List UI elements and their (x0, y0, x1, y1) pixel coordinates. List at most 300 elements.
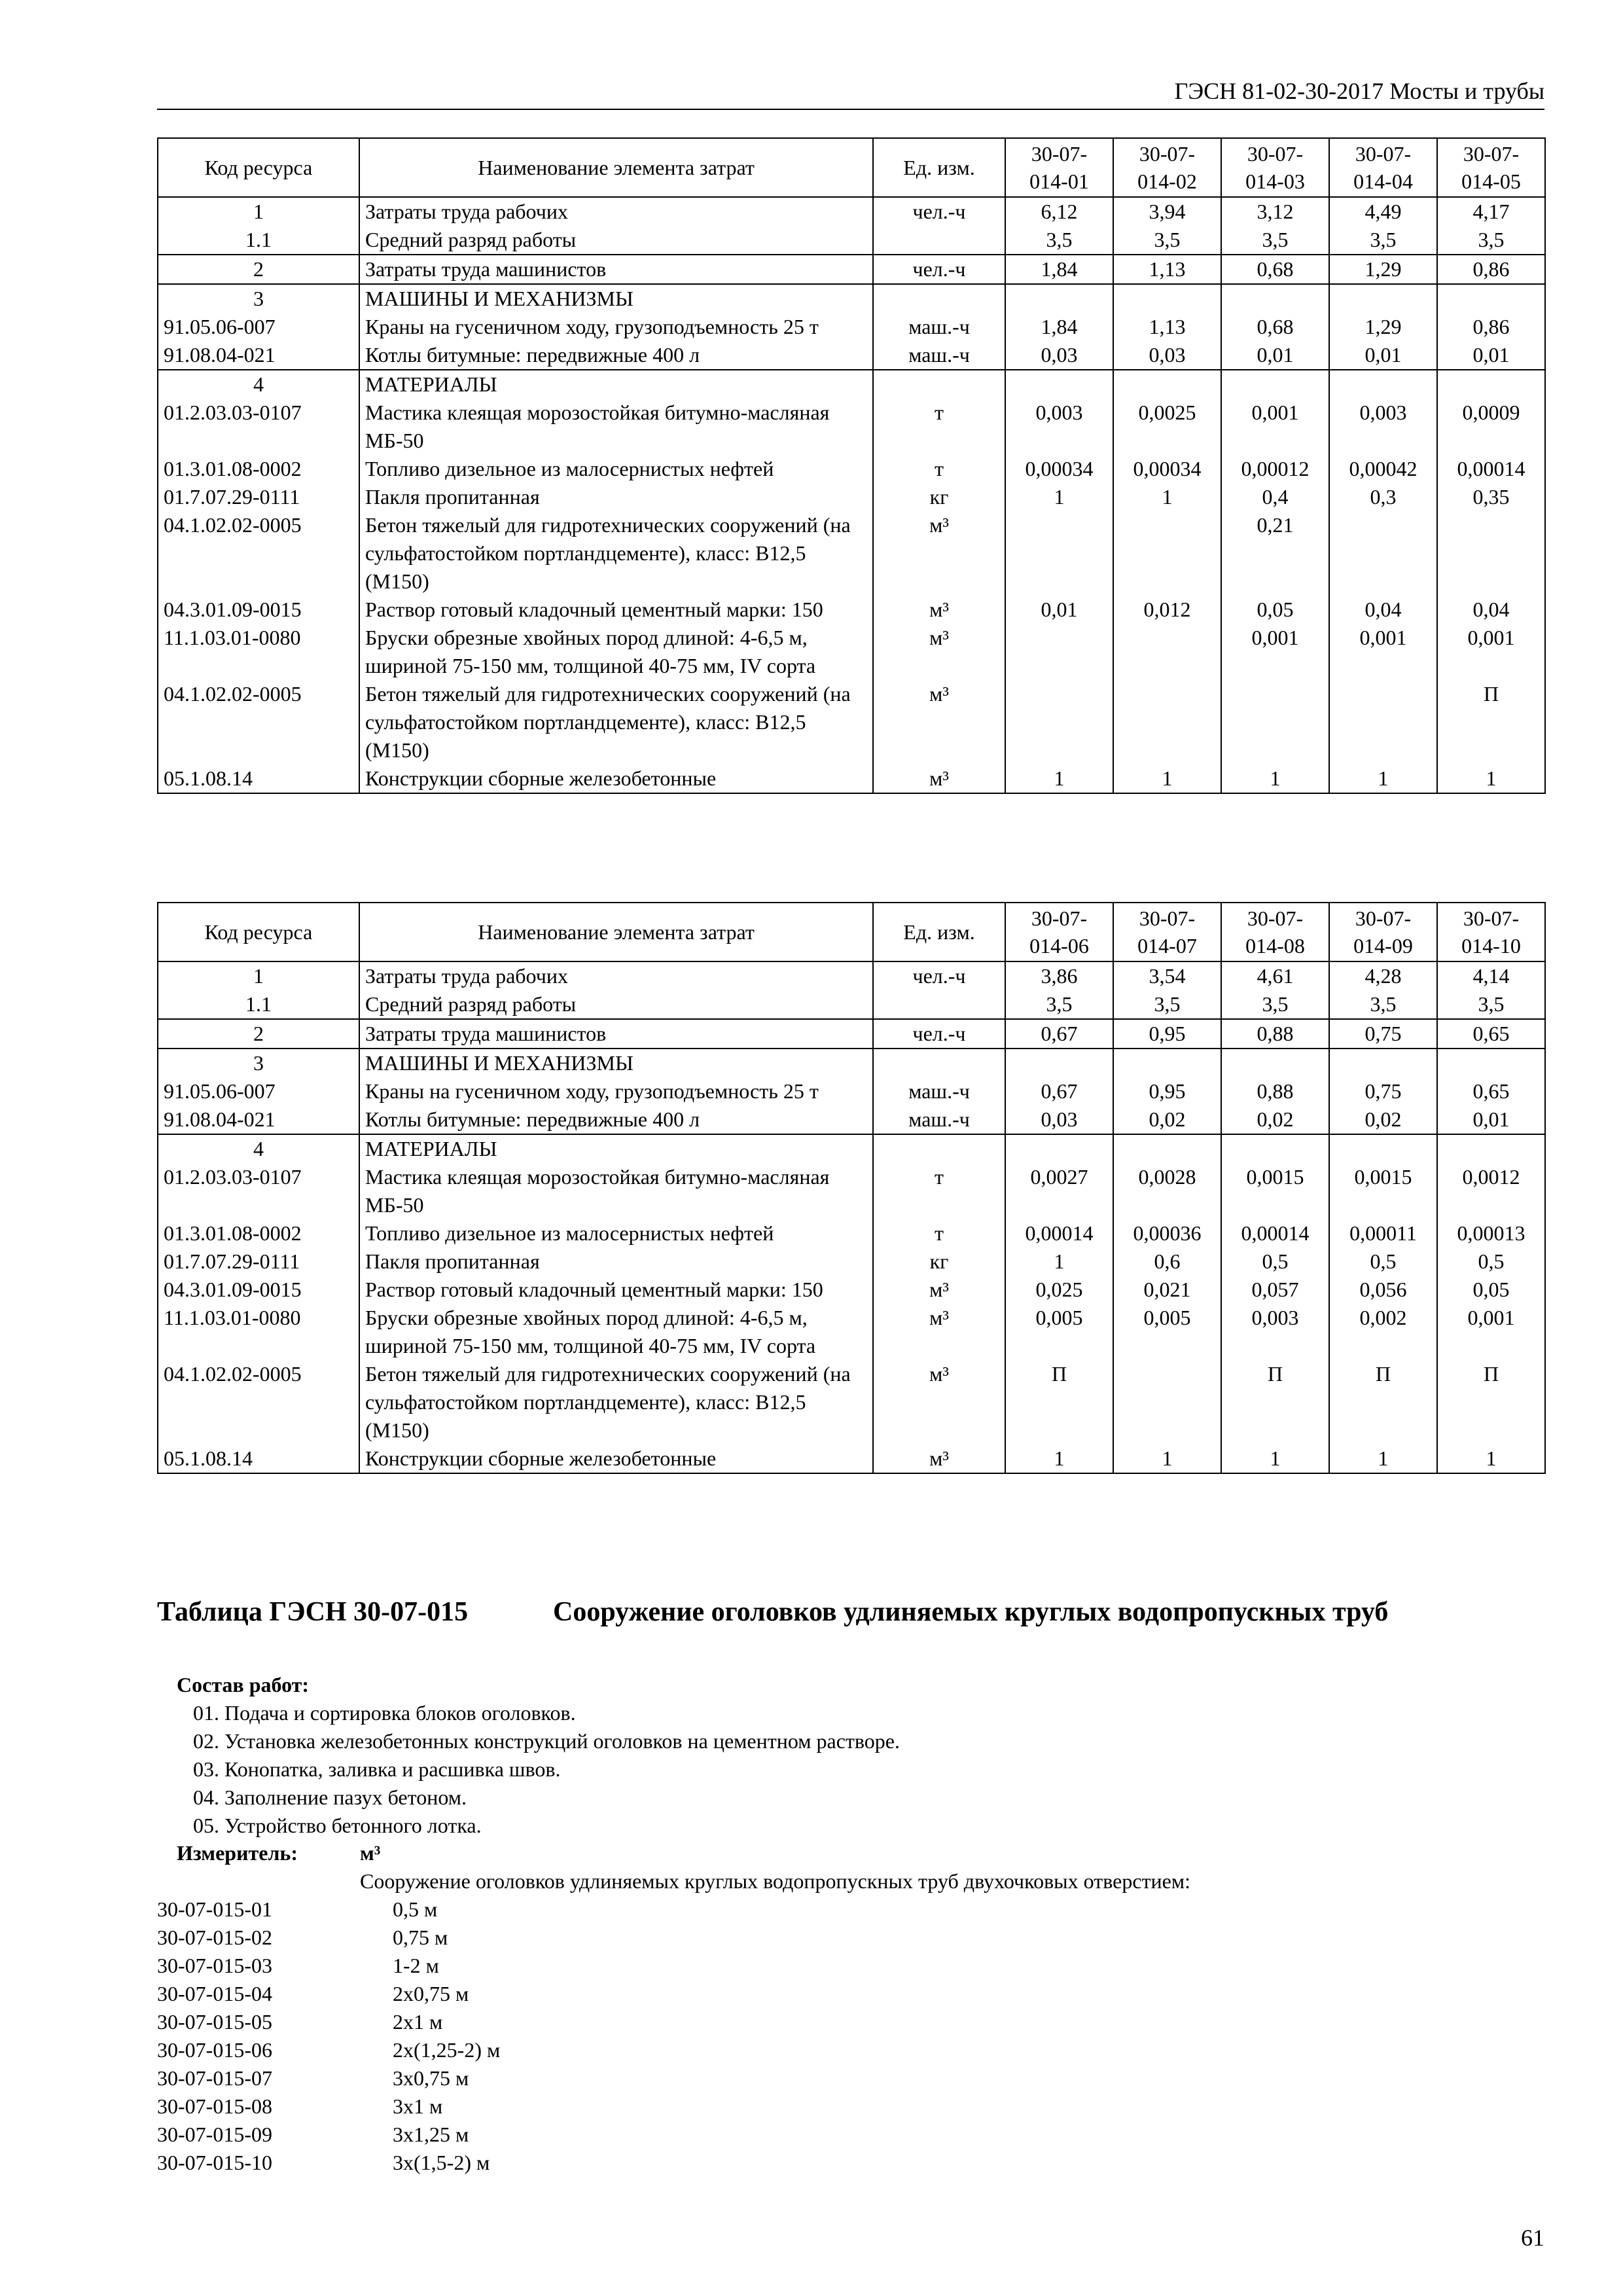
resource-value: 0,86 (1437, 255, 1545, 284)
resource-code: 2 (158, 1019, 359, 1049)
resource-value: 0,001 (1221, 624, 1329, 680)
resource-name: Раствор готовый кладочный цементный марки: 150 (359, 596, 873, 624)
table-row (158, 226, 1545, 255)
resource-value: 3,5 (1221, 226, 1329, 255)
resource-unit: м³ (873, 764, 1005, 793)
resource-value: 0,05 (1437, 1276, 1545, 1304)
resource-unit (873, 1049, 1005, 1077)
work-item: 03. Конопатка, заливка и расшивка швов. (193, 1757, 561, 1781)
resource-value (1113, 1134, 1221, 1163)
table-row (158, 1077, 1545, 1105)
resource-value: 0,01 (1437, 1105, 1545, 1134)
resource-value (1113, 284, 1221, 313)
resource-value: 1 (1113, 764, 1221, 793)
norm-value: 2х1 м (393, 2010, 443, 2034)
resource-value: П (1437, 1360, 1545, 1444)
resource-unit: маш.-ч (873, 341, 1005, 370)
norm-value: 3х1,25 м (393, 2123, 469, 2146)
resource-name: Раствор готовый кладочный цементный марки: 150 (359, 1276, 873, 1304)
resource-value: 4,61 (1221, 961, 1329, 990)
column-header: Наименование элемента затрат (359, 903, 873, 961)
resource-value: 0,01 (1437, 341, 1545, 370)
resource-value: 4,17 (1437, 197, 1545, 226)
column-header: Код ресурса (158, 138, 359, 197)
resource-value: 1 (1437, 1444, 1545, 1473)
resource-name: Затраты труда рабочих (359, 961, 873, 990)
norm-code: 30-07-015-03 (157, 1954, 272, 1977)
resource-value (1113, 624, 1221, 680)
table-row (158, 341, 1545, 370)
resource-name: Средний разряд работы (359, 226, 873, 255)
resource-unit: м³ (873, 596, 1005, 624)
resource-value: 0,0015 (1329, 1163, 1437, 1219)
resource-name: МАШИНЫ И МЕХАНИЗМЫ (359, 284, 873, 313)
resource-code: 01.7.07.29-0111 (158, 1247, 359, 1276)
resource-value (1113, 1049, 1221, 1077)
resource-value: 0,02 (1329, 1105, 1437, 1134)
resource-value: 0,88 (1221, 1019, 1329, 1049)
resource-value: 0,003 (1005, 399, 1113, 455)
resource-value: 1,29 (1329, 313, 1437, 341)
resource-value: 0,00011 (1329, 1219, 1437, 1247)
resource-name: Топливо дизельное из малосернистых нефтей (359, 455, 873, 483)
norm-code: 30-07-015-05 (157, 2010, 272, 2034)
resource-unit: чел.-ч (873, 255, 1005, 284)
resource-value: 0,01 (1221, 341, 1329, 370)
resource-value (1329, 1134, 1437, 1163)
resource-value: 1 (1005, 764, 1113, 793)
resource-value (1005, 284, 1113, 313)
table-row (158, 284, 1545, 313)
resource-code: 01.2.03.03-0107 (158, 1163, 359, 1219)
resource-value: 0,00014 (1221, 1219, 1329, 1247)
resource-value: 0,03 (1005, 341, 1113, 370)
resource-value: П (1221, 1360, 1329, 1444)
resource-code: 05.1.08.14 (158, 1444, 359, 1473)
resource-value (1329, 680, 1437, 764)
resource-name: Бруски обрезные хвойных пород длиной: 4-6,5 м, шириной 75-150 мм, толщиной 40-75 мм, IV сорта (359, 1304, 873, 1360)
resource-value: 1 (1221, 1444, 1329, 1473)
norm-code: 30-07-015-09 (157, 2123, 272, 2146)
work-item: 05. Устройство бетонного лотка. (193, 1814, 482, 1837)
resource-value: 0,021 (1113, 1276, 1221, 1304)
works-heading: Состав работ: (177, 1673, 310, 1696)
norm-code: 30-07-015-01 (157, 1897, 272, 1921)
resource-code: 11.1.03.01-0080 (158, 1304, 359, 1360)
resource-name: МАТЕРИАЛЫ (359, 1134, 873, 1163)
resource-value: 0,012 (1113, 596, 1221, 624)
resource-unit: маш.-ч (873, 1105, 1005, 1134)
resource-value: 1,29 (1329, 255, 1437, 284)
table-number: Таблица ГЭСН 30-07-015 (157, 1597, 469, 1627)
resource-value: 1 (1005, 1444, 1113, 1473)
column-header: Наименование элемента затрат (359, 138, 873, 197)
resource-value: 0,01 (1005, 596, 1113, 624)
resource-value: П (1005, 1360, 1113, 1444)
resource-value (1113, 370, 1221, 399)
resource-value: 0,95 (1113, 1019, 1221, 1049)
resource-value: 0,005 (1005, 1304, 1113, 1360)
column-header: Ед. изм. (873, 138, 1005, 197)
measure-unit: м³ (360, 1841, 381, 1865)
table-row (158, 1276, 1545, 1304)
resource-name: Конструкции сборные железобетонные (359, 1444, 873, 1473)
resource-value: 4,49 (1329, 197, 1437, 226)
resource-code: 1.1 (158, 226, 359, 255)
resource-value: 0,03 (1005, 1105, 1113, 1134)
resource-value: 0,01 (1329, 341, 1437, 370)
table-row (158, 1304, 1545, 1360)
resource-value (1005, 370, 1113, 399)
resource-unit: м³ (873, 511, 1005, 596)
resource-value: 0,5 (1329, 1247, 1437, 1276)
resource-name: Мастика клеящая морозостойкая битумно-масляная МБ-50 (359, 1163, 873, 1219)
resource-code: 01.3.01.08-0002 (158, 1219, 359, 1247)
work-item: 04. Заполнение пазух бетоном. (193, 1785, 467, 1809)
resource-value (1005, 680, 1113, 764)
resource-code: 04.3.01.09-0015 (158, 596, 359, 624)
table-row (158, 455, 1545, 483)
table-title: Сооружение оголовков удлиняемых круглых водопропускных труб (553, 1597, 1389, 1627)
resource-name: Пакля пропитанная (359, 1247, 873, 1276)
table-row (158, 1134, 1545, 1163)
resource-value: 0,86 (1437, 313, 1545, 341)
table-header-row (158, 903, 1545, 961)
resource-value: 1,13 (1113, 255, 1221, 284)
resource-value: 3,86 (1005, 961, 1113, 990)
resource-value: 0,001 (1437, 1304, 1545, 1360)
resource-code: 04.1.02.02-0005 (158, 1360, 359, 1444)
resource-value (1221, 284, 1329, 313)
resource-name: Котлы битумные: передвижные 400 л (359, 1105, 873, 1134)
resource-code: 1.1 (158, 990, 359, 1019)
resource-value: 0,0027 (1005, 1163, 1113, 1219)
resource-value: 0,003 (1221, 1304, 1329, 1360)
resource-code: 04.1.02.02-0005 (158, 511, 359, 596)
resource-name: Мастика клеящая морозостойкая битумно-масляная МБ-50 (359, 399, 873, 455)
resource-value (1113, 1360, 1221, 1444)
resource-name: МАТЕРИАЛЫ (359, 370, 873, 399)
resource-value: 0,0012 (1437, 1163, 1545, 1219)
resource-value (1005, 1134, 1113, 1163)
resource-value: 0,001 (1437, 624, 1545, 680)
resource-code: 91.08.04-021 (158, 1105, 359, 1134)
resource-value (1329, 511, 1437, 596)
resource-code: 1 (158, 197, 359, 226)
resource-code: 4 (158, 370, 359, 399)
resource-value: 0,05 (1221, 596, 1329, 624)
norm-code: 30-07-015-06 (157, 2038, 272, 2062)
work-composition (177, 1671, 900, 1840)
resource-unit: чел.-ч (873, 197, 1005, 226)
column-header: 30-07- 014-01 (1005, 138, 1113, 197)
norm-value: 0,75 м (393, 1926, 448, 1949)
column-header: 30-07- 014-02 (1113, 138, 1221, 197)
resource-unit: маш.-ч (873, 1077, 1005, 1105)
norm-code: 30-07-015-08 (157, 2094, 272, 2118)
resource-value: 0,00042 (1329, 455, 1437, 483)
resource-name: Краны на гусеничном ходу, грузоподъемность 25 т (359, 1077, 873, 1105)
column-header: 30-07- 014-05 (1437, 138, 1545, 197)
resource-value: 0,0015 (1221, 1163, 1329, 1219)
resource-value: 0,03 (1113, 341, 1221, 370)
resource-value (1437, 370, 1545, 399)
resource-value: 0,056 (1329, 1276, 1437, 1304)
table-row (158, 624, 1545, 680)
table-row (158, 1105, 1545, 1134)
column-header: 30-07- 014-04 (1329, 138, 1437, 197)
resource-value: 1 (1113, 483, 1221, 511)
resource-code: 91.05.06-007 (158, 1077, 359, 1105)
table-row (158, 197, 1545, 226)
resource-unit: маш.-ч (873, 313, 1005, 341)
resource-value: 0,68 (1221, 313, 1329, 341)
norm-value: 3х0,75 м (393, 2066, 469, 2090)
resource-unit (873, 990, 1005, 1019)
resource-value: 3,12 (1221, 197, 1329, 226)
table-row (158, 990, 1545, 1019)
table-row (158, 1219, 1545, 1247)
work-item: 02. Установка железобетонных конструкций оголовков на цементном растворе. (193, 1729, 900, 1753)
resource-value (1221, 1134, 1329, 1163)
resource-value: 3,5 (1005, 990, 1113, 1019)
resource-value: 0,21 (1221, 511, 1329, 596)
resource-value: 1,13 (1113, 313, 1221, 341)
resource-name: Бруски обрезные хвойных пород длиной: 4-6,5 м, шириной 75-150 мм, толщиной 40-75 мм, IV сорта (359, 624, 873, 680)
resource-value: 0,00013 (1437, 1219, 1545, 1247)
norm-value: 1-2 м (393, 1954, 439, 1977)
table-row (158, 255, 1545, 284)
resource-value: 0,5 (1221, 1247, 1329, 1276)
resource-unit (873, 226, 1005, 255)
resource-unit (873, 284, 1005, 313)
table-header-row (158, 138, 1545, 197)
resource-code: 1 (158, 961, 359, 990)
resource-value: 0,04 (1437, 596, 1545, 624)
resource-code: 04.3.01.09-0015 (158, 1276, 359, 1304)
resource-name: Средний разряд работы (359, 990, 873, 1019)
resource-code: 01.2.03.03-0107 (158, 399, 359, 455)
table-row (158, 1019, 1545, 1049)
resource-name: МАШИНЫ И МЕХАНИЗМЫ (359, 1049, 873, 1077)
resource-value: 4,14 (1437, 961, 1545, 990)
measure-description: Сооружение оголовков удлиняемых круглых водопропускных труб двухочковых отверстием: (360, 1869, 1191, 1893)
resource-code: 4 (158, 1134, 359, 1163)
resource-value (1329, 1049, 1437, 1077)
resource-code: 3 (158, 284, 359, 313)
column-header: 30-07- 014-07 (1113, 903, 1221, 961)
resource-value: 0,0028 (1113, 1163, 1221, 1219)
resource-unit: т (873, 399, 1005, 455)
resource-value: 0,35 (1437, 483, 1545, 511)
resource-name: Пакля пропитанная (359, 483, 873, 511)
resource-value: 1 (1437, 764, 1545, 793)
resource-unit: т (873, 1219, 1005, 1247)
resource-value: 0,3 (1329, 483, 1437, 511)
resource-unit: м³ (873, 1360, 1005, 1444)
resource-value: 0,001 (1221, 399, 1329, 455)
resource-value: 3,5 (1437, 990, 1545, 1019)
resource-value: 0,003 (1329, 399, 1437, 455)
resource-value: 3,5 (1005, 226, 1113, 255)
resource-value: П (1437, 680, 1545, 764)
column-header: 30-07- 014-06 (1005, 903, 1113, 961)
table-row (158, 1049, 1545, 1077)
resource-value: 0,5 (1437, 1247, 1545, 1276)
measure-label: Измеритель: (177, 1841, 298, 1865)
norm-code: 30-07-015-07 (157, 2066, 272, 2090)
norm-value: 2х0,75 м (393, 1982, 469, 2005)
table-row (158, 764, 1545, 793)
resource-value: 1 (1113, 1444, 1221, 1473)
resource-value: 0,75 (1329, 1019, 1437, 1049)
resource-value: 3,5 (1221, 990, 1329, 1019)
column-header: 30-07- 014-08 (1221, 903, 1329, 961)
norm-code: 30-07-015-04 (157, 1982, 272, 2005)
resource-value: 0,002 (1329, 1304, 1437, 1360)
resource-value (1005, 1049, 1113, 1077)
resource-value: 3,5 (1437, 226, 1545, 255)
resource-value: 0,67 (1005, 1077, 1113, 1105)
resource-value: 1,84 (1005, 255, 1113, 284)
resource-value: 3,5 (1329, 226, 1437, 255)
resource-value: 1 (1329, 1444, 1437, 1473)
resource-value: 0,0009 (1437, 399, 1545, 455)
resource-value: 1 (1005, 483, 1113, 511)
resource-value: 0,005 (1113, 1304, 1221, 1360)
resource-name: Затраты труда рабочих (359, 197, 873, 226)
norm-value: 0,5 м (393, 1897, 438, 1921)
table-row (158, 511, 1545, 596)
resource-value (1221, 1049, 1329, 1077)
resource-value: 0,6 (1113, 1247, 1221, 1276)
resource-value: 0,057 (1221, 1276, 1329, 1304)
resource-name: Конструкции сборные железобетонные (359, 764, 873, 793)
table-row (158, 399, 1545, 455)
norm-code: 30-07-015-02 (157, 1926, 272, 1949)
resource-value: 0,001 (1329, 624, 1437, 680)
resource-value: 0,04 (1329, 596, 1437, 624)
column-header: 30-07- 014-10 (1437, 903, 1545, 961)
resource-name: Топливо дизельное из малосернистых нефтей (359, 1219, 873, 1247)
resource-code: 91.08.04-021 (158, 341, 359, 370)
table-row (158, 1444, 1545, 1473)
resource-value: 0,00034 (1113, 455, 1221, 483)
resource-code: 05.1.08.14 (158, 764, 359, 793)
resource-code: 91.05.06-007 (158, 313, 359, 341)
resource-name: Затраты труда машинистов (359, 255, 873, 284)
resource-name: Котлы битумные: передвижные 400 л (359, 341, 873, 370)
running-header: ГЭСН 81-02-30-2017 Мосты и трубы (157, 77, 1544, 110)
norm-value: 3х1 м (393, 2094, 443, 2118)
resource-value: 1,84 (1005, 313, 1113, 341)
resource-value: 3,5 (1113, 990, 1221, 1019)
resource-value (1221, 370, 1329, 399)
resource-value: 0,95 (1113, 1077, 1221, 1105)
table-row (158, 680, 1545, 764)
table-row (158, 1247, 1545, 1276)
column-header: 30-07- 014-03 (1221, 138, 1329, 197)
resource-value: 1 (1221, 764, 1329, 793)
resource-value: 0,00036 (1113, 1219, 1221, 1247)
resource-unit: кг (873, 483, 1005, 511)
resource-value: 3,54 (1113, 961, 1221, 990)
resource-unit: чел.-ч (873, 1019, 1005, 1049)
resource-name: Бетон тяжелый для гидротехнических сооружений (на сульфатостойком портландцементе), класс: B12,5 (M150) (359, 680, 873, 764)
resource-unit: т (873, 1163, 1005, 1219)
resource-value: 0,025 (1005, 1276, 1113, 1304)
measure-block (157, 1839, 1190, 2177)
column-header: Ед. изм. (873, 903, 1005, 961)
resource-name: Затраты труда машинистов (359, 1019, 873, 1049)
resource-name: Бетон тяжелый для гидротехнических сооружений (на сульфатостойком портландцементе), класс: B12,5 (M150) (359, 511, 873, 596)
table-row (158, 596, 1545, 624)
work-item: 01. Подача и сортировка блоков оголовков. (193, 1701, 576, 1725)
resource-unit: кг (873, 1247, 1005, 1276)
table-row (158, 1360, 1545, 1444)
column-header: 30-07- 014-09 (1329, 903, 1437, 961)
resource-table-1 (157, 137, 1546, 794)
resource-value (1113, 511, 1221, 596)
resource-unit: чел.-ч (873, 961, 1005, 990)
resource-value (1005, 624, 1113, 680)
norm-value: 3х(1,5-2) м (393, 2151, 490, 2174)
norm-code: 30-07-015-10 (157, 2151, 272, 2174)
resource-value: 0,0025 (1113, 399, 1221, 455)
resource-value: 0,88 (1221, 1077, 1329, 1105)
resource-unit: м³ (873, 1276, 1005, 1304)
resource-value: 3,94 (1113, 197, 1221, 226)
resource-unit: т (873, 455, 1005, 483)
resource-value: 0,00034 (1005, 455, 1113, 483)
resource-value (1437, 1134, 1545, 1163)
resource-value: 0,00012 (1221, 455, 1329, 483)
resource-value: 0,4 (1221, 483, 1329, 511)
page-number: 61 (1521, 2225, 1544, 2251)
resource-value: 0,65 (1437, 1019, 1545, 1049)
resource-unit: м³ (873, 1444, 1005, 1473)
resource-code: 01.7.07.29-0111 (158, 483, 359, 511)
norm-value: 2х(1,25-2) м (393, 2038, 501, 2062)
resource-value (1329, 370, 1437, 399)
resource-value: 1 (1005, 1247, 1113, 1276)
resource-unit: м³ (873, 624, 1005, 680)
resource-value: 1 (1329, 764, 1437, 793)
resource-value: 0,65 (1437, 1077, 1545, 1105)
table-row (158, 961, 1545, 990)
resource-value: 0,00014 (1005, 1219, 1113, 1247)
resource-table-2 (157, 902, 1546, 1474)
resource-value: 0,75 (1329, 1077, 1437, 1105)
resource-value (1329, 284, 1437, 313)
resource-name: Бетон тяжелый для гидротехнических сооружений (на сульфатостойком портландцементе), класс: B12,5 (M150) (359, 1360, 873, 1444)
resource-value: 0,02 (1221, 1105, 1329, 1134)
resource-value: 3,5 (1329, 990, 1437, 1019)
resource-unit (873, 1134, 1005, 1163)
resource-code: 3 (158, 1049, 359, 1077)
column-header: Код ресурса (158, 903, 359, 961)
resource-value: 0,00014 (1437, 455, 1545, 483)
resource-unit: м³ (873, 1304, 1005, 1360)
resource-unit: м³ (873, 680, 1005, 764)
section-title (157, 1596, 1388, 1628)
resource-value: 3,5 (1113, 226, 1221, 255)
resource-unit (873, 370, 1005, 399)
resource-value: 0,67 (1005, 1019, 1113, 1049)
resource-value: 6,12 (1005, 197, 1113, 226)
resource-code: 01.3.01.08-0002 (158, 455, 359, 483)
resource-value: П (1329, 1360, 1437, 1444)
